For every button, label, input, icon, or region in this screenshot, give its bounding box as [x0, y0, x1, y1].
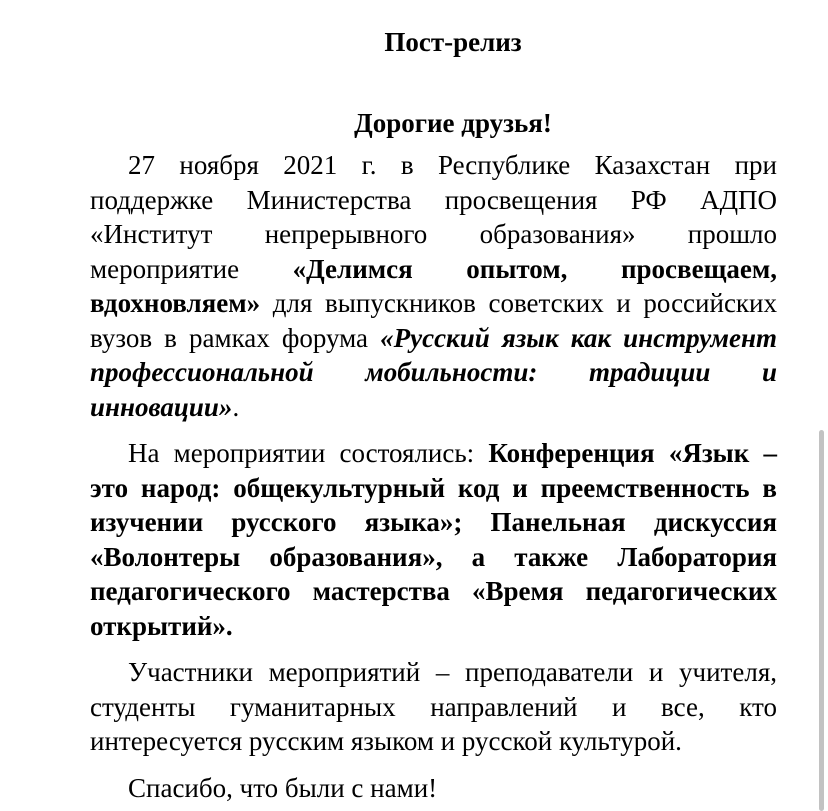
paragraph-events-list [90, 436, 777, 643]
vertical-scrollbar[interactable] [819, 430, 824, 811]
paragraph1-text: 27 ноября 2021 г. в Республике Казахстан при поддержке Министерства просвещения РФ АДПО «Институт непрерывного образования» прошло мероприятие [90, 150, 777, 284]
paragraph1-end: . [232, 391, 240, 422]
paragraph1-text-cont: для выпускников советских и российских вузов в рамках форума [90, 288, 777, 353]
paragraph2-intro: На мероприятии состоялись: [128, 438, 489, 468]
forum-name: «Русский язык как инструмент профессиональной мобильности: традиции и инновации» [90, 322, 778, 422]
event-name: «Делимся опытом, просвещаем, вдохновляем» [90, 253, 777, 318]
paragraph-thanks: Спасибо, что были с нами! [128, 772, 438, 803]
document-title: Пост-релиз [384, 27, 522, 57]
paragraph-participants: Участники мероприятий – преподаватели и учителя, студенты гуманитарных направлений и все, кто интересуется русским языком и русской культурой. [90, 657, 777, 756]
paragraph-event-announcement [90, 148, 777, 424]
events-list: Конференция «Язык – это народ: общекультурный код и преемственность в изучении русского языка»; Панельная дискуссия «Волонтеры образования», а также Лаборатория педагогического мастерства «Время педагогических открытий». [90, 438, 778, 641]
document-body [90, 148, 777, 805]
greeting-heading: Дорогие друзья! [354, 108, 552, 138]
